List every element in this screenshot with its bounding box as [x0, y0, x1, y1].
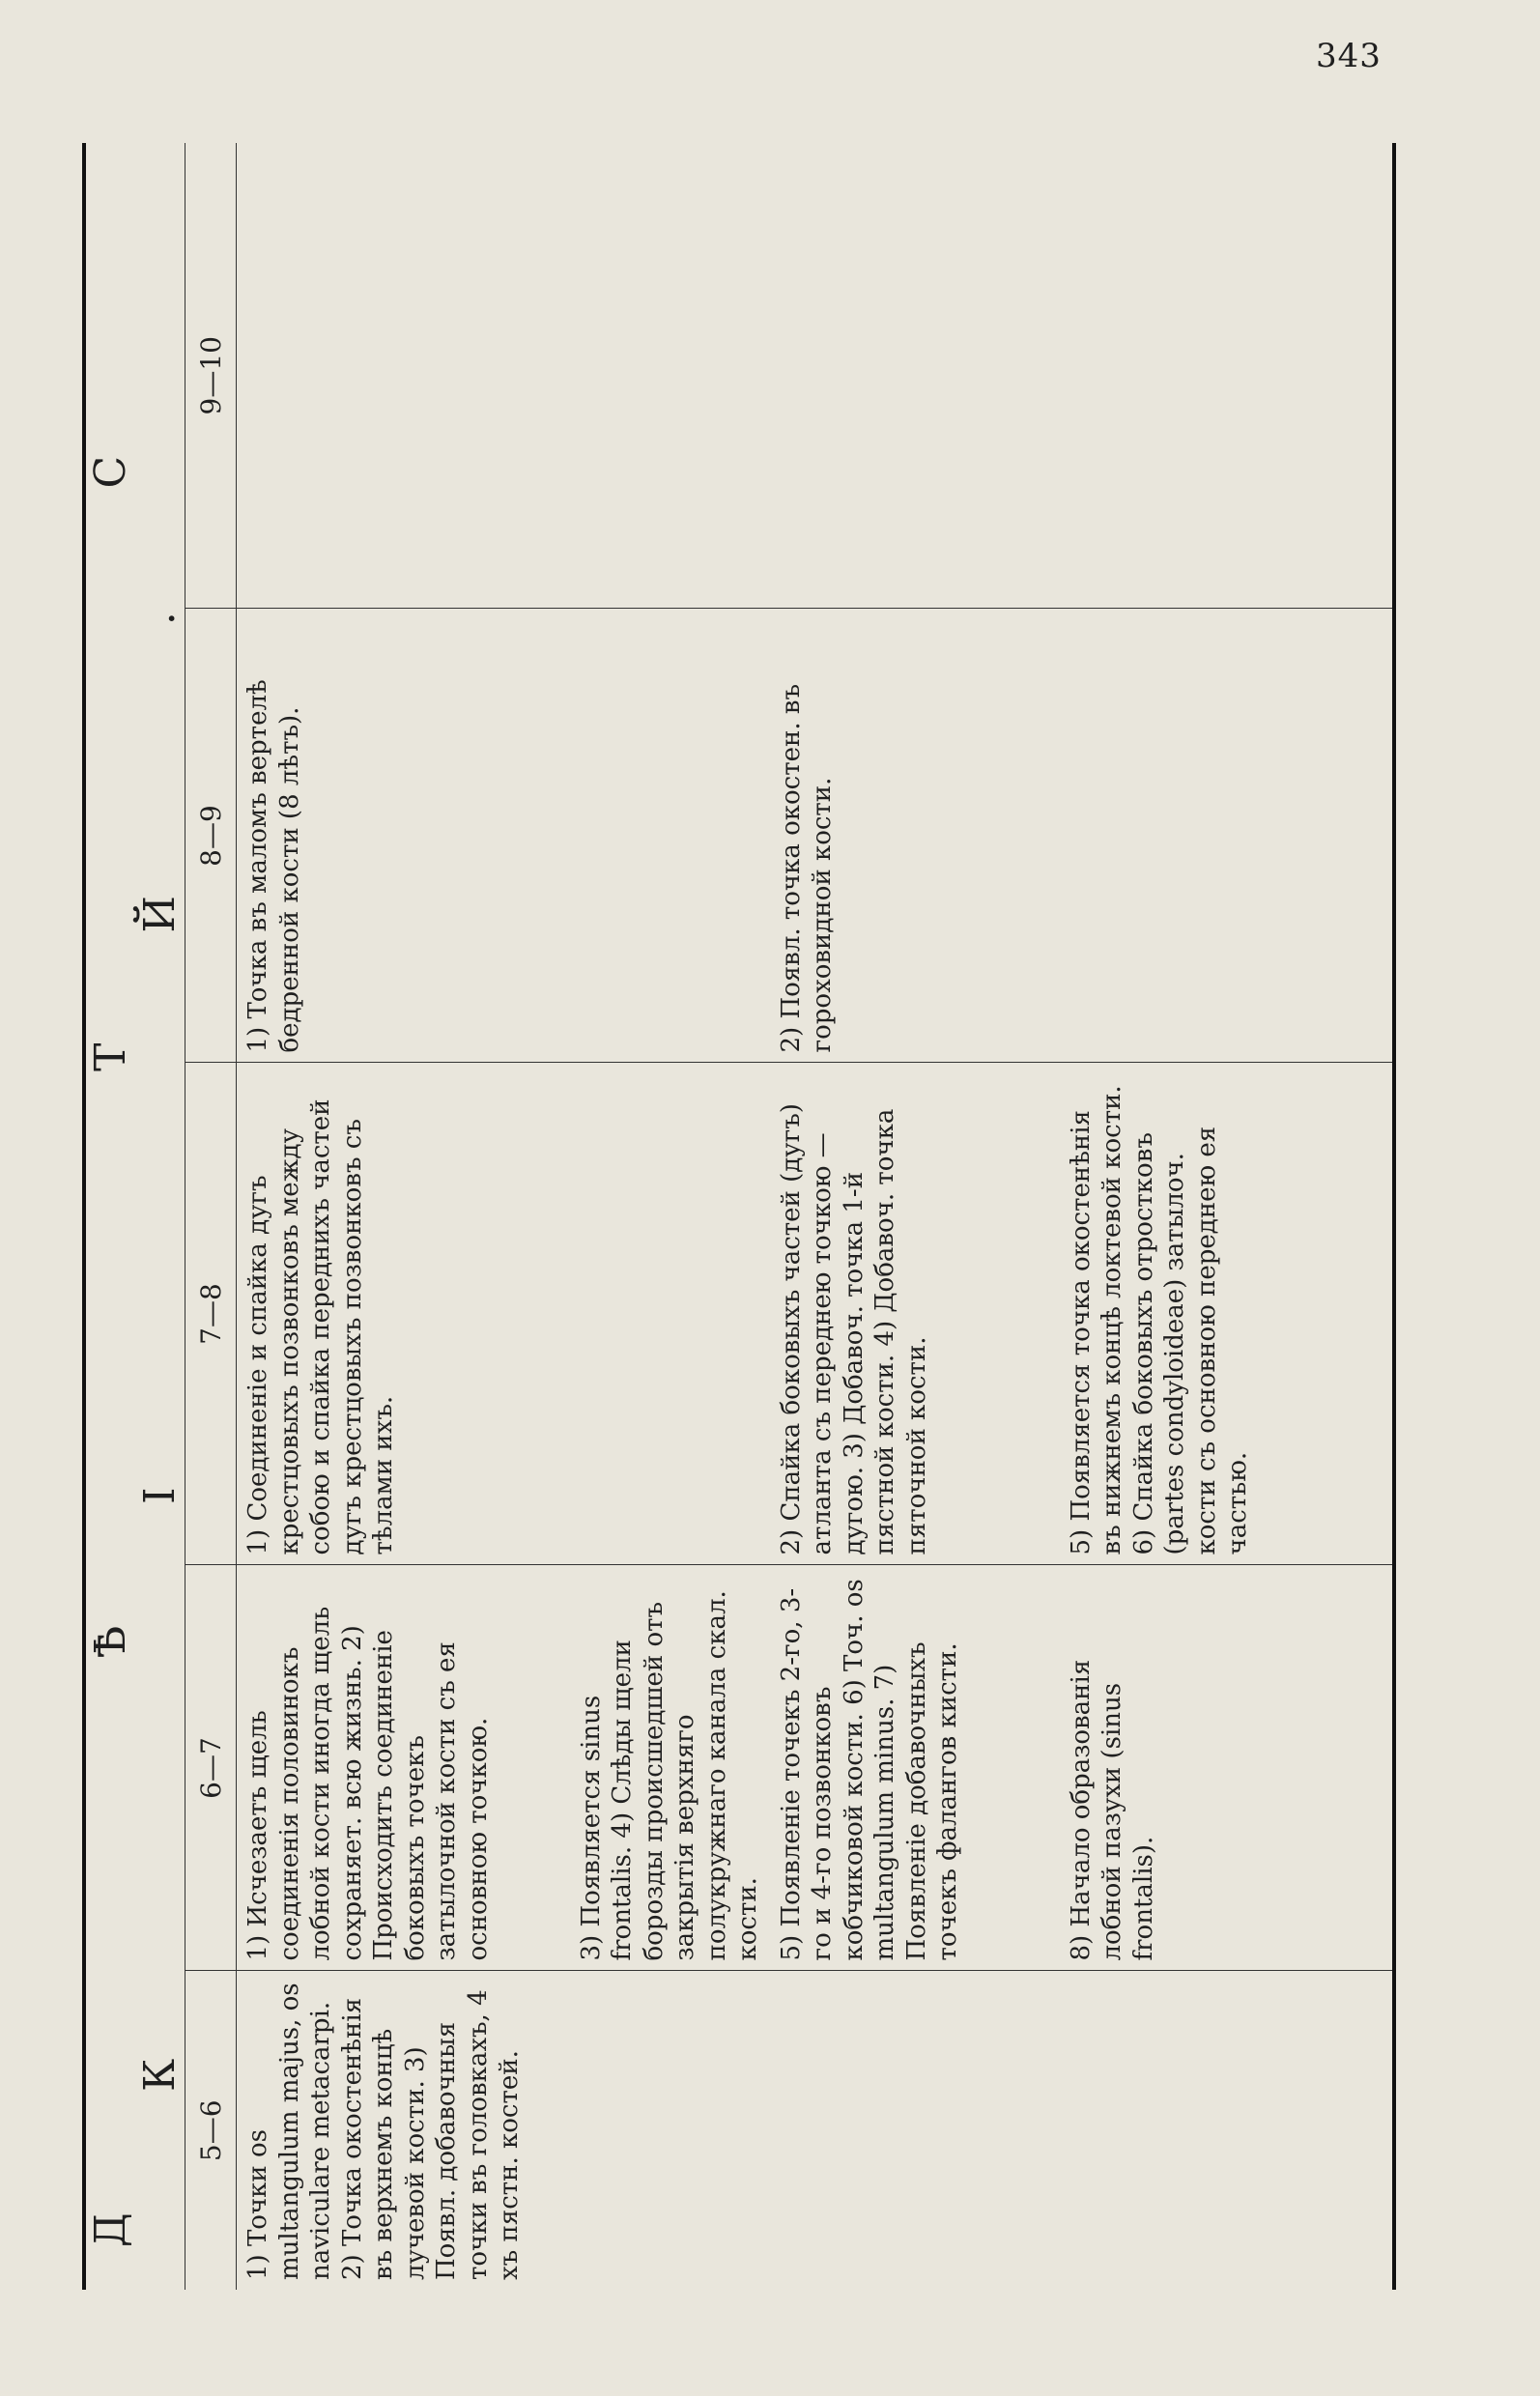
cell-row3-6-7: 5) Появленіе точекъ 2-го, 3-го и 4-го позвонковъ кобчиковой кости. 6) Точ. os multangulum minus. 7) Появленіе добавочныхъ точекъ фалангов кисти. — [770, 1565, 1060, 1971]
table-row — [570, 143, 770, 2290]
column-header-9-10: 9—10 — [185, 143, 237, 609]
cell-row1-5-6: 1) Точки os multangulum majus, os naviculare metacarpi. 2) Точка окостенѣнія въ верхнемъ концѣ лучевой кости. 3) Появл. добавочныя точки въ головкахъ, 4 хъ пястн. костей. — [243, 1982, 524, 2280]
cell-row4-9-10 — [1060, 143, 1395, 609]
cell-row4-5-6 — [1060, 1971, 1395, 2290]
cell-row2-6-7: 3) Появляется sinus frontalis. 4) Слѣды щели борозды происшедшей отъ закрытія верхняго полукружнаго канала скал. кости. — [570, 1565, 770, 1971]
column-header-6-7: 6—7 — [185, 1565, 237, 1971]
cell-row4-6-7: 8) Начало образованія лобной пазухи (sinus frontalis). — [1060, 1565, 1395, 1971]
cell-row2-8-9 — [570, 609, 770, 1063]
table-row — [1060, 143, 1395, 2290]
ossification-table — [82, 143, 1396, 2290]
table-row — [770, 143, 1060, 2290]
column-header-8-9: 8—9 — [185, 609, 237, 1063]
cell-row1-7-8: 1) Соединеніе и спайка дугъ крестцовыхъ позвонковъ между собою и спайка переднихъ частей дугъ крестцовыхъ позвонковъ съ тѣлами ихъ. — [237, 1063, 570, 1565]
table-title: Д Ѣ Т С К І Й. — [84, 143, 185, 2290]
cell-row1-8-9: 1) Точка въ маломъ вертелѣ бедренной кости (8 лѣтъ). — [237, 609, 570, 1063]
cell-row4-7-8: 5) Появляется точка окостенѣнія въ нижнемъ концѣ локтевой кости. 6) Спайка боковыхъ отростковъ (partes condyloideae) затылоч. кости съ основною переднею ея частью. — [1060, 1063, 1395, 1565]
table-row — [237, 143, 570, 2290]
page-number: 343 — [1316, 37, 1382, 75]
cell-row3-8-9: 2) Появл. точка окостен. въ гороховидной кости. — [770, 609, 1060, 1063]
cell-row4-8-9 — [1060, 609, 1395, 1063]
rotated-table-region — [82, 143, 1396, 2290]
cell-row3-7-8: 2) Спайка боковыхъ частей (дугъ) атланта съ переднею точкою — дугою. 3) Добавоч. точка 1-й пястной кости. 4) Добавоч. точка пяточной кости. — [770, 1063, 1060, 1565]
column-header-5-6: 5—6 — [185, 1971, 237, 2290]
cell-row1-6-7: 1) Исчезаетъ щель соединенія половинокъ лобной кости иногда щель сохраняет. всю жизнь. 2) Происходитъ соединеніе боковыхъ точекъ затылочной кости съ ея основною точкою. — [237, 1565, 570, 1971]
rotated-table — [82, 143, 1396, 2290]
cell-row3-5-6 — [770, 1971, 1060, 2290]
cell-row3-9-10 — [770, 143, 1060, 609]
cell-row2-9-10 — [570, 143, 770, 609]
cell-row2-5-6 — [570, 1971, 770, 2290]
cell-row2-7-8 — [570, 1063, 770, 1565]
cell-row1-9-10 — [237, 143, 570, 609]
column-header-7-8: 7—8 — [185, 1063, 237, 1565]
